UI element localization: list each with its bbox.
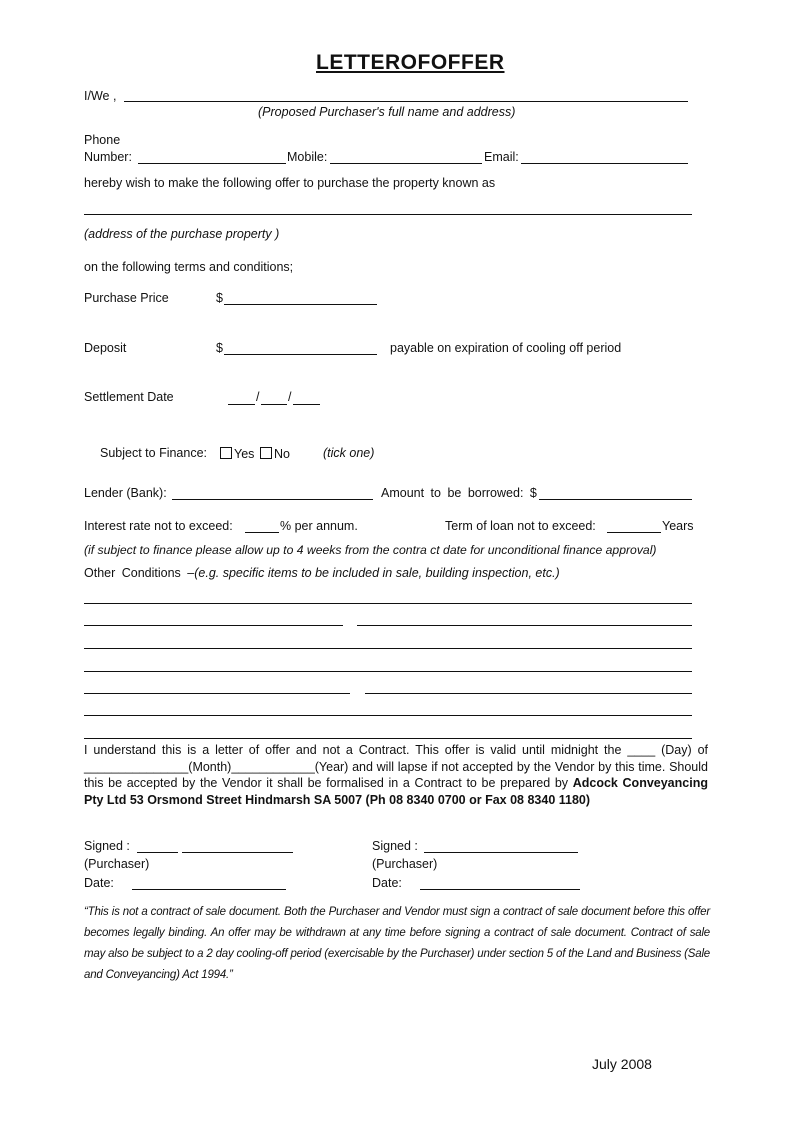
settlement-year-line[interactable] <box>293 404 320 405</box>
term-line[interactable] <box>607 532 661 533</box>
purchase-price-symbol: $ <box>216 291 223 305</box>
conditions-line-5a[interactable] <box>84 693 350 694</box>
finance-note: (if subject to finance please allow up to 4 weeks from the contra ct date for unconditional finance approval) <box>84 543 657 557</box>
deposit-line[interactable] <box>224 354 377 355</box>
email-line[interactable] <box>521 163 688 164</box>
date-line-right[interactable] <box>420 889 580 890</box>
terms-intro: on the following terms and conditions; <box>84 260 294 274</box>
mobile-label: Mobile: <box>287 150 328 164</box>
lender-label: Lender (Bank): <box>84 486 167 500</box>
mobile-line[interactable] <box>330 163 482 164</box>
understanding-text: I understand this is a letter of offer and not a Contract. This offer is valid until midnight the ____ (Day) of _______________(Month)____________(Year) and will lapse if not accepted by the Vendor by this time. Should this be accepted by the Vendor it shall be formalised in a Contract to be prepared by <box>84 743 708 790</box>
email-label: Email: <box>484 150 519 164</box>
conditions-line-7[interactable] <box>84 738 692 739</box>
other-conditions-label <box>84 567 560 580</box>
conditions-line-2b[interactable] <box>357 625 692 626</box>
role-right: (Purchaser) <box>372 857 438 871</box>
property-address-line[interactable] <box>84 214 692 215</box>
purchaser-name-line[interactable] <box>124 101 688 102</box>
settlement-label: Settlement Date <box>84 390 174 404</box>
purchaser-caption: (Proposed Purchaser's full name and address) <box>258 105 516 119</box>
interest-suffix: % per annum. <box>280 519 358 533</box>
deposit-note: payable on expiration of cooling off period <box>390 341 622 355</box>
signature-line-left-a[interactable] <box>137 852 178 853</box>
phone-number-line[interactable] <box>138 163 286 164</box>
deposit-symbol: $ <box>216 341 223 355</box>
signature-line-right[interactable] <box>424 852 578 853</box>
term-suffix: Years <box>662 519 694 533</box>
conditions-line-2a[interactable] <box>84 625 343 626</box>
term-label: Term of loan not to exceed: <box>445 519 596 533</box>
yes-checkbox[interactable] <box>220 447 232 459</box>
finance-label: Subject to Finance: <box>100 446 208 460</box>
purchase-price-label: Purchase Price <box>84 291 169 305</box>
tick-note: (tick one) <box>323 446 375 460</box>
conveyancer-details: Adcock Conveyancing Pty Ltd 53 Orsmond Street Hindmarsh SA 5007 (Ph 08 8340 0700 or Fax 08 8340 1180) <box>84 776 708 807</box>
property-caption: (address of the purchase property ) <box>84 227 280 241</box>
role-left: (Purchaser) <box>84 857 150 871</box>
purchase-price-line[interactable] <box>224 304 377 305</box>
no-checkbox[interactable] <box>260 447 272 459</box>
settlement-month-line[interactable] <box>261 404 287 405</box>
interest-line[interactable] <box>245 532 279 533</box>
other-conditions-example: (e.g. specific items to be included in sale, building inspection, etc.) <box>194 566 560 580</box>
yes-label: Yes <box>234 447 255 461</box>
signature-line-left-b[interactable] <box>182 852 293 853</box>
conditions-line-5b[interactable] <box>365 693 692 694</box>
deposit-label: Deposit <box>84 341 127 355</box>
finance-no-option[interactable] <box>260 447 290 461</box>
date-line-left[interactable] <box>132 889 286 890</box>
lender-line[interactable] <box>172 499 373 500</box>
offer-intro: hereby wish to make the following offer to purchase the property known as <box>84 176 496 190</box>
amount-line[interactable] <box>539 499 692 500</box>
conditions-line-1[interactable] <box>84 603 692 604</box>
no-label: No <box>274 447 290 461</box>
settlement-day-line[interactable] <box>228 404 255 405</box>
conditions-line-3[interactable] <box>84 648 692 649</box>
date-label-right: Date: <box>372 876 402 890</box>
legal-disclaimer: “This is not a contract of sale document. Both the Purchaser and Vendor must sign a contract of sale document before this offer becomes legally binding. An offer may be withdrawn at any time before signing a contract of sale document. Contract of sale may also be subject to a 2 day cooling-off period (exercisable by the Purchaser) under section 5 of the Land and Business (Sale and Conveyancing) Act 1994.” <box>84 906 710 981</box>
interest-label: Interest rate not to exceed: <box>84 519 233 533</box>
understanding-paragraph <box>84 742 708 808</box>
footer-date: July 2008 <box>592 1056 652 1072</box>
settlement-sep-1: / <box>256 390 260 404</box>
conditions-line-4[interactable] <box>84 671 692 672</box>
signed-label-right: Signed : <box>372 839 418 853</box>
purchaser-label: I/We , <box>84 89 117 103</box>
number-label: Number: <box>84 150 132 164</box>
settlement-sep-2: / <box>288 390 292 404</box>
finance-yes-option[interactable] <box>220 447 254 461</box>
document-title: LETTEROFOFFER <box>316 51 505 74</box>
amount-label: Amount to be borrowed: $ <box>381 486 537 500</box>
other-conditions-title: Other Conditions – <box>84 566 195 580</box>
conditions-line-6[interactable] <box>84 715 692 716</box>
phone-label: Phone <box>84 133 121 147</box>
date-label-left: Date: <box>84 876 114 890</box>
signed-label-left: Signed : <box>84 839 130 853</box>
